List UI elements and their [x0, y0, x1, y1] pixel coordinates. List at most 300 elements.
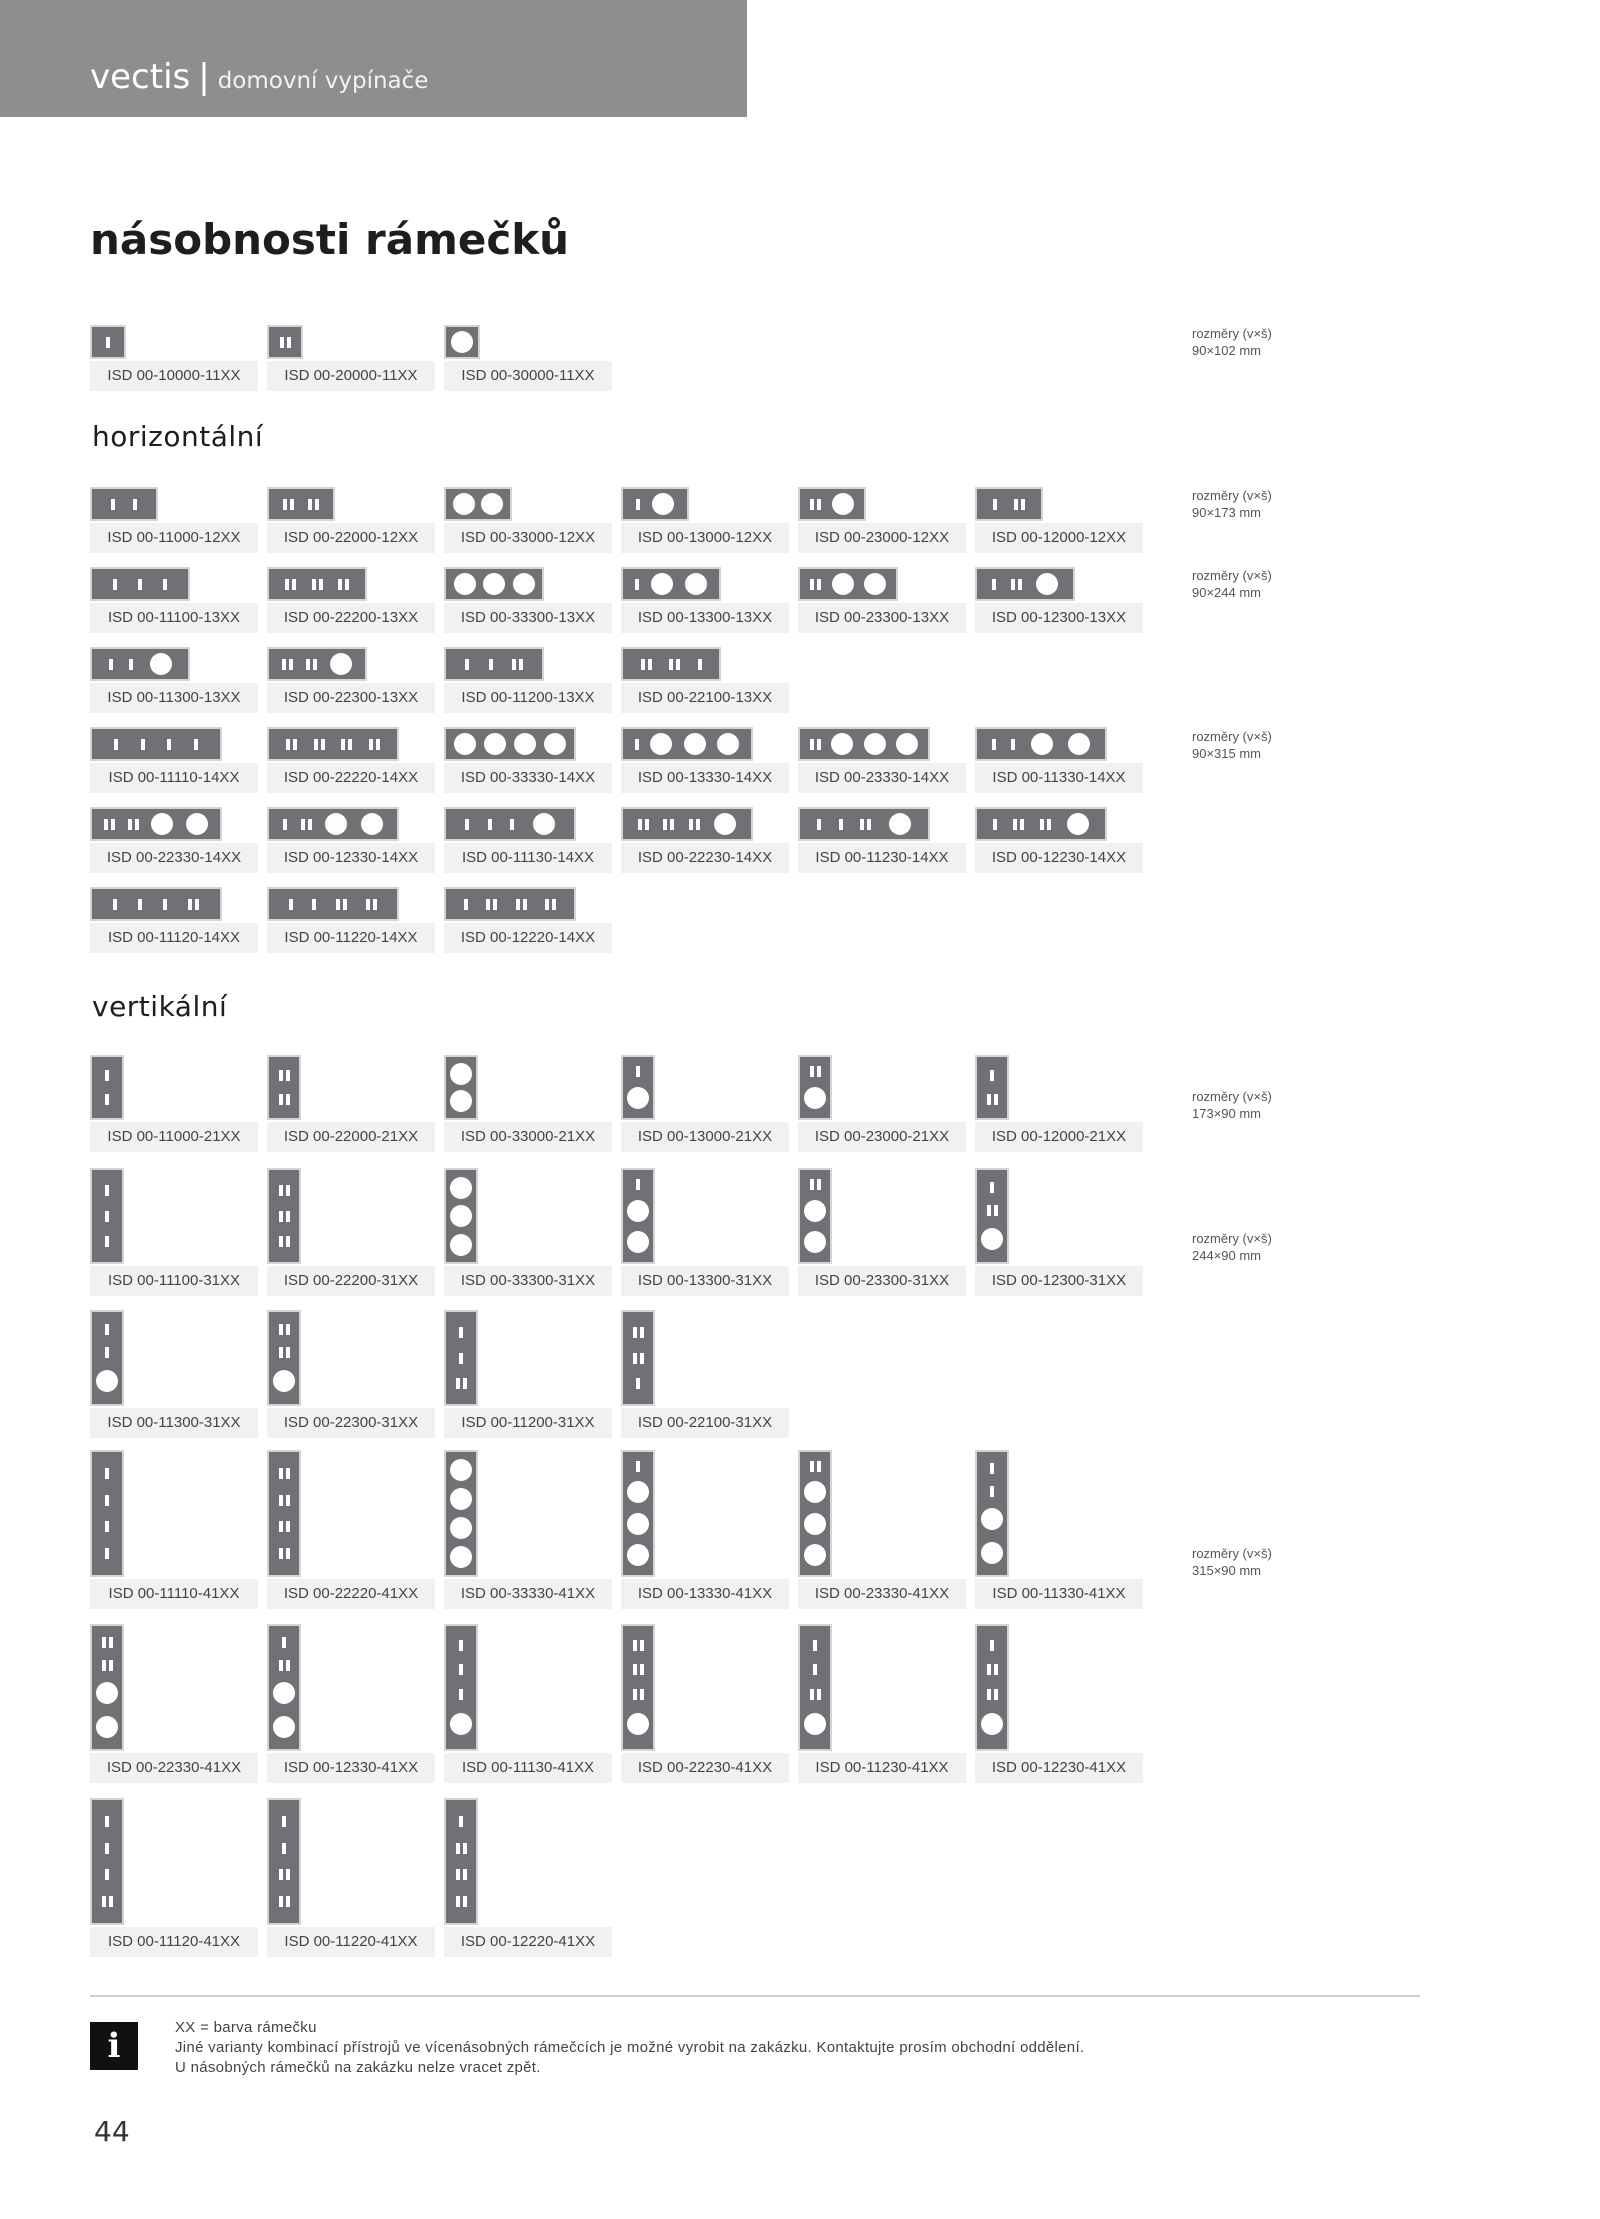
single-switch-icon: [839, 819, 843, 830]
header-bar: [0, 0, 747, 117]
frame-code: ISD 00-13000-12XX: [621, 523, 789, 553]
dimension-note: [1192, 487, 1272, 521]
socket-icon: [627, 1544, 649, 1566]
frame-code: ISD 00-13300-13XX: [621, 603, 789, 633]
dimension-note: [1192, 567, 1272, 601]
double-switch-icon: [1013, 819, 1024, 830]
frame-code: ISD 00-11130-41XX: [444, 1753, 612, 1783]
double-switch-icon: [456, 1896, 467, 1907]
info-line: Jiné varianty kombinací přístrojů ve vícenásobných rámečcích je možné vyrobit na zakázku. Kontaktujte prosím obchodní oddělení.: [175, 2039, 1085, 2056]
frame-diagram: [444, 887, 576, 921]
single-switch-icon: [636, 1461, 640, 1472]
double-switch-icon: [633, 1664, 644, 1675]
frame-diagram: [90, 487, 158, 521]
frame-diagram: [444, 1310, 478, 1406]
double-switch-icon: [312, 579, 323, 590]
socket-icon: [450, 1517, 472, 1539]
dimension-note: [1192, 1230, 1272, 1264]
double-switch-icon: [279, 1660, 290, 1671]
double-switch-icon: [188, 899, 199, 910]
double-switch-icon: [301, 819, 312, 830]
frame-diagram: [621, 567, 721, 601]
frame-diagram: [621, 1168, 655, 1264]
socket-icon: [151, 813, 173, 835]
socket-icon: [714, 813, 736, 835]
single-switch-icon: [636, 1378, 640, 1389]
socket-icon: [627, 1713, 649, 1735]
single-switch-icon: [636, 1066, 640, 1077]
frame-code: ISD 00-22000-12XX: [267, 523, 435, 553]
frame-diagram: [975, 807, 1107, 841]
socket-icon: [1036, 573, 1058, 595]
page-number: 44: [94, 2115, 130, 2148]
double-switch-icon: [987, 1094, 998, 1105]
single-switch-icon: [114, 739, 118, 750]
brand-separator: |: [198, 57, 210, 97]
double-switch-icon: [279, 1548, 290, 1559]
info-line: XX = barva rámečku: [175, 2019, 317, 2036]
double-switch-icon: [279, 1324, 290, 1335]
frame-code: ISD 00-33330-41XX: [444, 1579, 612, 1609]
double-switch-icon: [633, 1640, 644, 1651]
frame-diagram: [444, 1168, 478, 1264]
frame-diagram: [444, 1055, 478, 1120]
double-switch-icon: [314, 739, 325, 750]
dimension-label: rozměry (v×š): [1192, 568, 1272, 583]
frame-code: ISD 00-22100-13XX: [621, 683, 789, 713]
double-switch-icon: [366, 899, 377, 910]
socket-icon: [981, 1542, 1003, 1564]
frame-code: ISD 00-11130-14XX: [444, 843, 612, 873]
frame-code: ISD 00-12230-41XX: [975, 1753, 1143, 1783]
double-switch-icon: [279, 1185, 290, 1196]
frame-code: ISD 00-11110-41XX: [90, 1579, 258, 1609]
double-switch-icon: [102, 1660, 113, 1671]
socket-icon: [273, 1716, 295, 1738]
frame-code: ISD 00-11120-41XX: [90, 1927, 258, 1957]
frame-diagram: [798, 727, 930, 761]
socket-icon: [330, 653, 352, 675]
frame-diagram: [444, 1798, 478, 1925]
frame-code: ISD 00-12230-14XX: [975, 843, 1143, 873]
frame-diagram: [621, 647, 721, 681]
frame-code: ISD 00-11330-41XX: [975, 1579, 1143, 1609]
single-switch-icon: [635, 739, 639, 750]
double-switch-icon: [282, 659, 293, 670]
socket-icon: [450, 1205, 472, 1227]
double-switch-icon: [860, 819, 871, 830]
frame-code: ISD 00-11300-31XX: [90, 1408, 258, 1438]
single-switch-icon: [105, 1070, 109, 1081]
frame-code: ISD 00-11200-13XX: [444, 683, 612, 713]
frame-code: ISD 00-12000-21XX: [975, 1122, 1143, 1152]
frame-code: ISD 00-30000-11XX: [444, 361, 612, 391]
dimension-label: rozměry (v×š): [1192, 729, 1272, 744]
double-switch-icon: [641, 659, 652, 670]
single-switch-icon: [813, 1640, 817, 1651]
socket-icon: [627, 1481, 649, 1503]
single-switch-icon: [459, 1327, 463, 1338]
socket-icon: [454, 733, 476, 755]
socket-icon: [832, 573, 854, 595]
frame-code: ISD 00-33330-14XX: [444, 763, 612, 793]
frame-code: ISD 00-12000-12XX: [975, 523, 1143, 553]
dimension-label: rozměry (v×š): [1192, 488, 1272, 503]
frame-code: ISD 00-13330-41XX: [621, 1579, 789, 1609]
double-switch-icon: [663, 819, 674, 830]
double-switch-icon: [102, 1637, 113, 1648]
frame-code: ISD 00-10000-11XX: [90, 361, 258, 391]
frame-code: ISD 00-23000-21XX: [798, 1122, 966, 1152]
socket-icon: [450, 1713, 472, 1735]
frame-diagram: [444, 567, 544, 601]
dimension-note: [1192, 1545, 1272, 1579]
frame-code: ISD 00-20000-11XX: [267, 361, 435, 391]
single-switch-icon: [113, 899, 117, 910]
double-switch-icon: [104, 819, 115, 830]
single-switch-icon: [312, 899, 316, 910]
single-switch-icon: [106, 337, 110, 348]
double-switch-icon: [512, 659, 523, 670]
socket-icon: [186, 813, 208, 835]
single-switch-icon: [698, 659, 702, 670]
double-switch-icon: [810, 1066, 821, 1077]
double-switch-icon: [810, 1689, 821, 1700]
frame-code: ISD 00-11300-13XX: [90, 683, 258, 713]
frame-diagram: [975, 1055, 1009, 1120]
single-switch-icon: [636, 1179, 640, 1190]
socket-icon: [627, 1231, 649, 1253]
socket-icon: [450, 1177, 472, 1199]
socket-icon: [325, 813, 347, 835]
single-switch-icon: [465, 819, 469, 830]
dimension-label: rozměry (v×š): [1192, 1231, 1272, 1246]
socket-icon: [450, 1234, 472, 1256]
double-switch-icon: [669, 659, 680, 670]
double-switch-icon: [283, 499, 294, 510]
double-switch-icon: [279, 1070, 290, 1081]
dimension-value: 173×90 mm: [1192, 1106, 1262, 1121]
single-switch-icon: [282, 1637, 286, 1648]
socket-icon: [864, 733, 886, 755]
frame-diagram: [975, 1624, 1009, 1751]
frame-code: ISD 00-11120-14XX: [90, 923, 258, 953]
single-switch-icon: [138, 579, 142, 590]
frame-code: ISD 00-11000-21XX: [90, 1122, 258, 1152]
single-switch-icon: [105, 1843, 109, 1854]
single-switch-icon: [459, 1664, 463, 1675]
dimension-value: 90×315 mm: [1192, 746, 1262, 761]
frame-diagram: [798, 567, 898, 601]
socket-icon: [450, 1063, 472, 1085]
frame-diagram: [621, 807, 753, 841]
double-switch-icon: [456, 1869, 467, 1880]
frame-diagram: [90, 1055, 124, 1120]
dimension-note: [1192, 728, 1272, 762]
frame-code: ISD 00-33000-12XX: [444, 523, 612, 553]
single-switch-icon: [992, 579, 996, 590]
double-switch-icon: [810, 499, 821, 510]
frame-code: ISD 00-22330-41XX: [90, 1753, 258, 1783]
double-switch-icon: [638, 819, 649, 830]
double-switch-icon: [128, 819, 139, 830]
frame-diagram: [798, 807, 930, 841]
socket-icon: [981, 1228, 1003, 1250]
double-switch-icon: [1011, 579, 1022, 590]
socket-icon: [361, 813, 383, 835]
single-switch-icon: [105, 1324, 109, 1335]
socket-icon: [450, 1090, 472, 1112]
single-switch-icon: [459, 1353, 463, 1364]
double-switch-icon: [336, 899, 347, 910]
single-switch-icon: [510, 819, 514, 830]
single-switch-icon: [635, 579, 639, 590]
double-switch-icon: [810, 579, 821, 590]
frame-diagram: [267, 1310, 301, 1406]
frame-diagram: [267, 1798, 301, 1925]
frame-code: ISD 00-22230-14XX: [621, 843, 789, 873]
frame-code: ISD 00-12220-14XX: [444, 923, 612, 953]
socket-icon: [273, 1370, 295, 1392]
frame-diagram: [444, 807, 576, 841]
double-switch-icon: [633, 1327, 644, 1338]
frame-code: ISD 00-11100-13XX: [90, 603, 258, 633]
single-switch-icon: [163, 579, 167, 590]
double-switch-icon: [1040, 819, 1051, 830]
single-switch-icon: [1011, 739, 1015, 750]
socket-icon: [273, 1682, 295, 1704]
frame-diagram: [621, 1450, 655, 1577]
double-switch-icon: [279, 1869, 290, 1880]
single-switch-icon: [138, 899, 142, 910]
socket-icon: [684, 733, 706, 755]
single-switch-icon: [141, 739, 145, 750]
frame-diagram: [267, 647, 367, 681]
frame-diagram: [975, 727, 1107, 761]
frame-diagram: [444, 647, 544, 681]
frame-diagram: [798, 1450, 832, 1577]
single-switch-icon: [109, 659, 113, 670]
socket-icon: [544, 733, 566, 755]
single-switch-icon: [105, 1236, 109, 1247]
frame-diagram: [798, 1055, 832, 1120]
frame-code: ISD 00-33300-31XX: [444, 1266, 612, 1296]
frame-code: ISD 00-13330-14XX: [621, 763, 789, 793]
single-switch-icon: [282, 1843, 286, 1854]
single-switch-icon: [289, 899, 293, 910]
socket-icon: [483, 573, 505, 595]
frame-diagram: [975, 567, 1075, 601]
double-switch-icon: [102, 1896, 113, 1907]
single-switch-icon: [133, 499, 137, 510]
single-switch-icon: [990, 1070, 994, 1081]
frame-diagram: [267, 1168, 301, 1264]
double-switch-icon: [279, 1347, 290, 1358]
double-switch-icon: [516, 899, 527, 910]
single-switch-icon: [990, 1182, 994, 1193]
frame-code: ISD 00-11230-14XX: [798, 843, 966, 873]
double-switch-icon: [279, 1896, 290, 1907]
single-switch-icon: [990, 1463, 994, 1474]
single-switch-icon: [105, 1468, 109, 1479]
frame-diagram: [267, 1055, 301, 1120]
frame-code: ISD 00-22230-41XX: [621, 1753, 789, 1783]
frame-code: ISD 00-12330-41XX: [267, 1753, 435, 1783]
frame-diagram: [90, 807, 222, 841]
double-switch-icon: [279, 1495, 290, 1506]
double-switch-icon: [308, 499, 319, 510]
frame-diagram: [444, 1624, 478, 1751]
double-switch-icon: [286, 739, 297, 750]
frame-diagram: [90, 1624, 124, 1751]
double-switch-icon: [987, 1689, 998, 1700]
double-switch-icon: [285, 579, 296, 590]
socket-icon: [96, 1716, 118, 1738]
single-switch-icon: [992, 739, 996, 750]
frame-code: ISD 00-11330-14XX: [975, 763, 1143, 793]
single-switch-icon: [113, 579, 117, 590]
frame-diagram: [90, 1450, 124, 1577]
dimension-label: rozměry (v×š): [1192, 1546, 1272, 1561]
divider: [90, 1995, 1420, 1997]
dimension-label: rozměry (v×š): [1192, 1089, 1272, 1104]
frame-diagram: [90, 727, 222, 761]
socket-icon: [831, 733, 853, 755]
frame-diagram: [621, 1624, 655, 1751]
frame-code: ISD 00-23300-31XX: [798, 1266, 966, 1296]
single-switch-icon: [105, 1521, 109, 1532]
frame-diagram: [90, 1168, 124, 1264]
page-title: násobnosti rámečků: [90, 215, 570, 264]
frame-diagram: [90, 887, 222, 921]
frame-diagram: [267, 567, 367, 601]
single-switch-icon: [636, 499, 640, 510]
double-switch-icon: [456, 1843, 467, 1854]
single-switch-icon: [993, 499, 997, 510]
frame-diagram: [90, 647, 190, 681]
double-switch-icon: [545, 899, 556, 910]
frame-diagram: [90, 1310, 124, 1406]
socket-icon: [150, 653, 172, 675]
frame-diagram: [444, 727, 576, 761]
single-switch-icon: [488, 819, 492, 830]
frame-diagram: [267, 807, 399, 841]
frame-code: ISD 00-22330-14XX: [90, 843, 258, 873]
socket-icon: [804, 1231, 826, 1253]
dimension-value: 90×173 mm: [1192, 505, 1262, 520]
single-switch-icon: [990, 1640, 994, 1651]
frame-code: ISD 00-22200-31XX: [267, 1266, 435, 1296]
frame-diagram: [621, 1310, 655, 1406]
double-switch-icon: [279, 1094, 290, 1105]
frame-code: ISD 00-12300-13XX: [975, 603, 1143, 633]
frame-code: ISD 00-23330-41XX: [798, 1579, 966, 1609]
frame-code: ISD 00-23300-13XX: [798, 603, 966, 633]
single-switch-icon: [105, 1495, 109, 1506]
socket-icon: [1068, 733, 1090, 755]
double-switch-icon: [633, 1353, 644, 1364]
frame-code: ISD 00-11000-12XX: [90, 523, 258, 553]
frame-code: ISD 00-12220-41XX: [444, 1927, 612, 1957]
single-switch-icon: [129, 659, 133, 670]
frame-diagram: [798, 1624, 832, 1751]
frame-diagram: [267, 487, 335, 521]
single-switch-icon: [105, 1347, 109, 1358]
single-switch-icon: [459, 1816, 463, 1827]
frame-diagram: [267, 325, 303, 359]
socket-icon: [1067, 813, 1089, 835]
single-switch-icon: [105, 1094, 109, 1105]
socket-icon: [627, 1087, 649, 1109]
socket-icon: [450, 1546, 472, 1568]
single-switch-icon: [105, 1211, 109, 1222]
frame-code: ISD 00-11110-14XX: [90, 763, 258, 793]
socket-icon: [804, 1544, 826, 1566]
frame-code: ISD 00-11220-41XX: [267, 1927, 435, 1957]
socket-icon: [651, 573, 673, 595]
socket-icon: [981, 1508, 1003, 1530]
socket-icon: [451, 331, 473, 353]
socket-icon: [717, 733, 739, 755]
dimension-value: 315×90 mm: [1192, 1563, 1262, 1578]
double-switch-icon: [810, 1461, 821, 1472]
socket-icon: [484, 733, 506, 755]
frame-code: ISD 00-22000-21XX: [267, 1122, 435, 1152]
dimension-value: 244×90 mm: [1192, 1248, 1262, 1263]
frame-diagram: [267, 887, 399, 921]
frame-code: ISD 00-22200-13XX: [267, 603, 435, 633]
frame-code: ISD 00-33000-21XX: [444, 1122, 612, 1152]
frame-diagram: [798, 487, 866, 521]
single-switch-icon: [993, 819, 997, 830]
socket-icon: [804, 1200, 826, 1222]
frame-diagram: [975, 1450, 1009, 1577]
info-icon: i: [90, 2022, 138, 2070]
socket-icon: [514, 733, 536, 755]
dimension-value: 90×102 mm: [1192, 343, 1262, 358]
dimension-note: [1192, 325, 1272, 359]
single-switch-icon: [459, 1689, 463, 1700]
single-switch-icon: [163, 899, 167, 910]
double-switch-icon: [369, 739, 380, 750]
frame-diagram: [621, 727, 753, 761]
socket-icon: [96, 1682, 118, 1704]
dimension-note: [1192, 1088, 1272, 1122]
single-switch-icon: [282, 1816, 286, 1827]
frame-code: ISD 00-22220-41XX: [267, 1579, 435, 1609]
frame-diagram: [90, 567, 190, 601]
single-switch-icon: [990, 1486, 994, 1497]
double-switch-icon: [279, 1521, 290, 1532]
single-switch-icon: [105, 1548, 109, 1559]
frame-code: ISD 00-13000-21XX: [621, 1122, 789, 1152]
double-switch-icon: [633, 1689, 644, 1700]
frame-code: ISD 00-13300-31XX: [621, 1266, 789, 1296]
frame-diagram: [621, 1055, 655, 1120]
double-switch-icon: [987, 1664, 998, 1675]
socket-icon: [627, 1200, 649, 1222]
socket-icon: [450, 1459, 472, 1481]
socket-icon: [453, 493, 475, 515]
double-switch-icon: [810, 739, 821, 750]
double-switch-icon: [1014, 499, 1025, 510]
info-note: [175, 2018, 1084, 2078]
double-switch-icon: [279, 1211, 290, 1222]
info-line: U násobných rámečků na zakázku nelze vracet zpět.: [175, 2059, 541, 2076]
socket-icon: [454, 573, 476, 595]
single-switch-icon: [105, 1185, 109, 1196]
frame-code: ISD 00-11230-41XX: [798, 1753, 966, 1783]
